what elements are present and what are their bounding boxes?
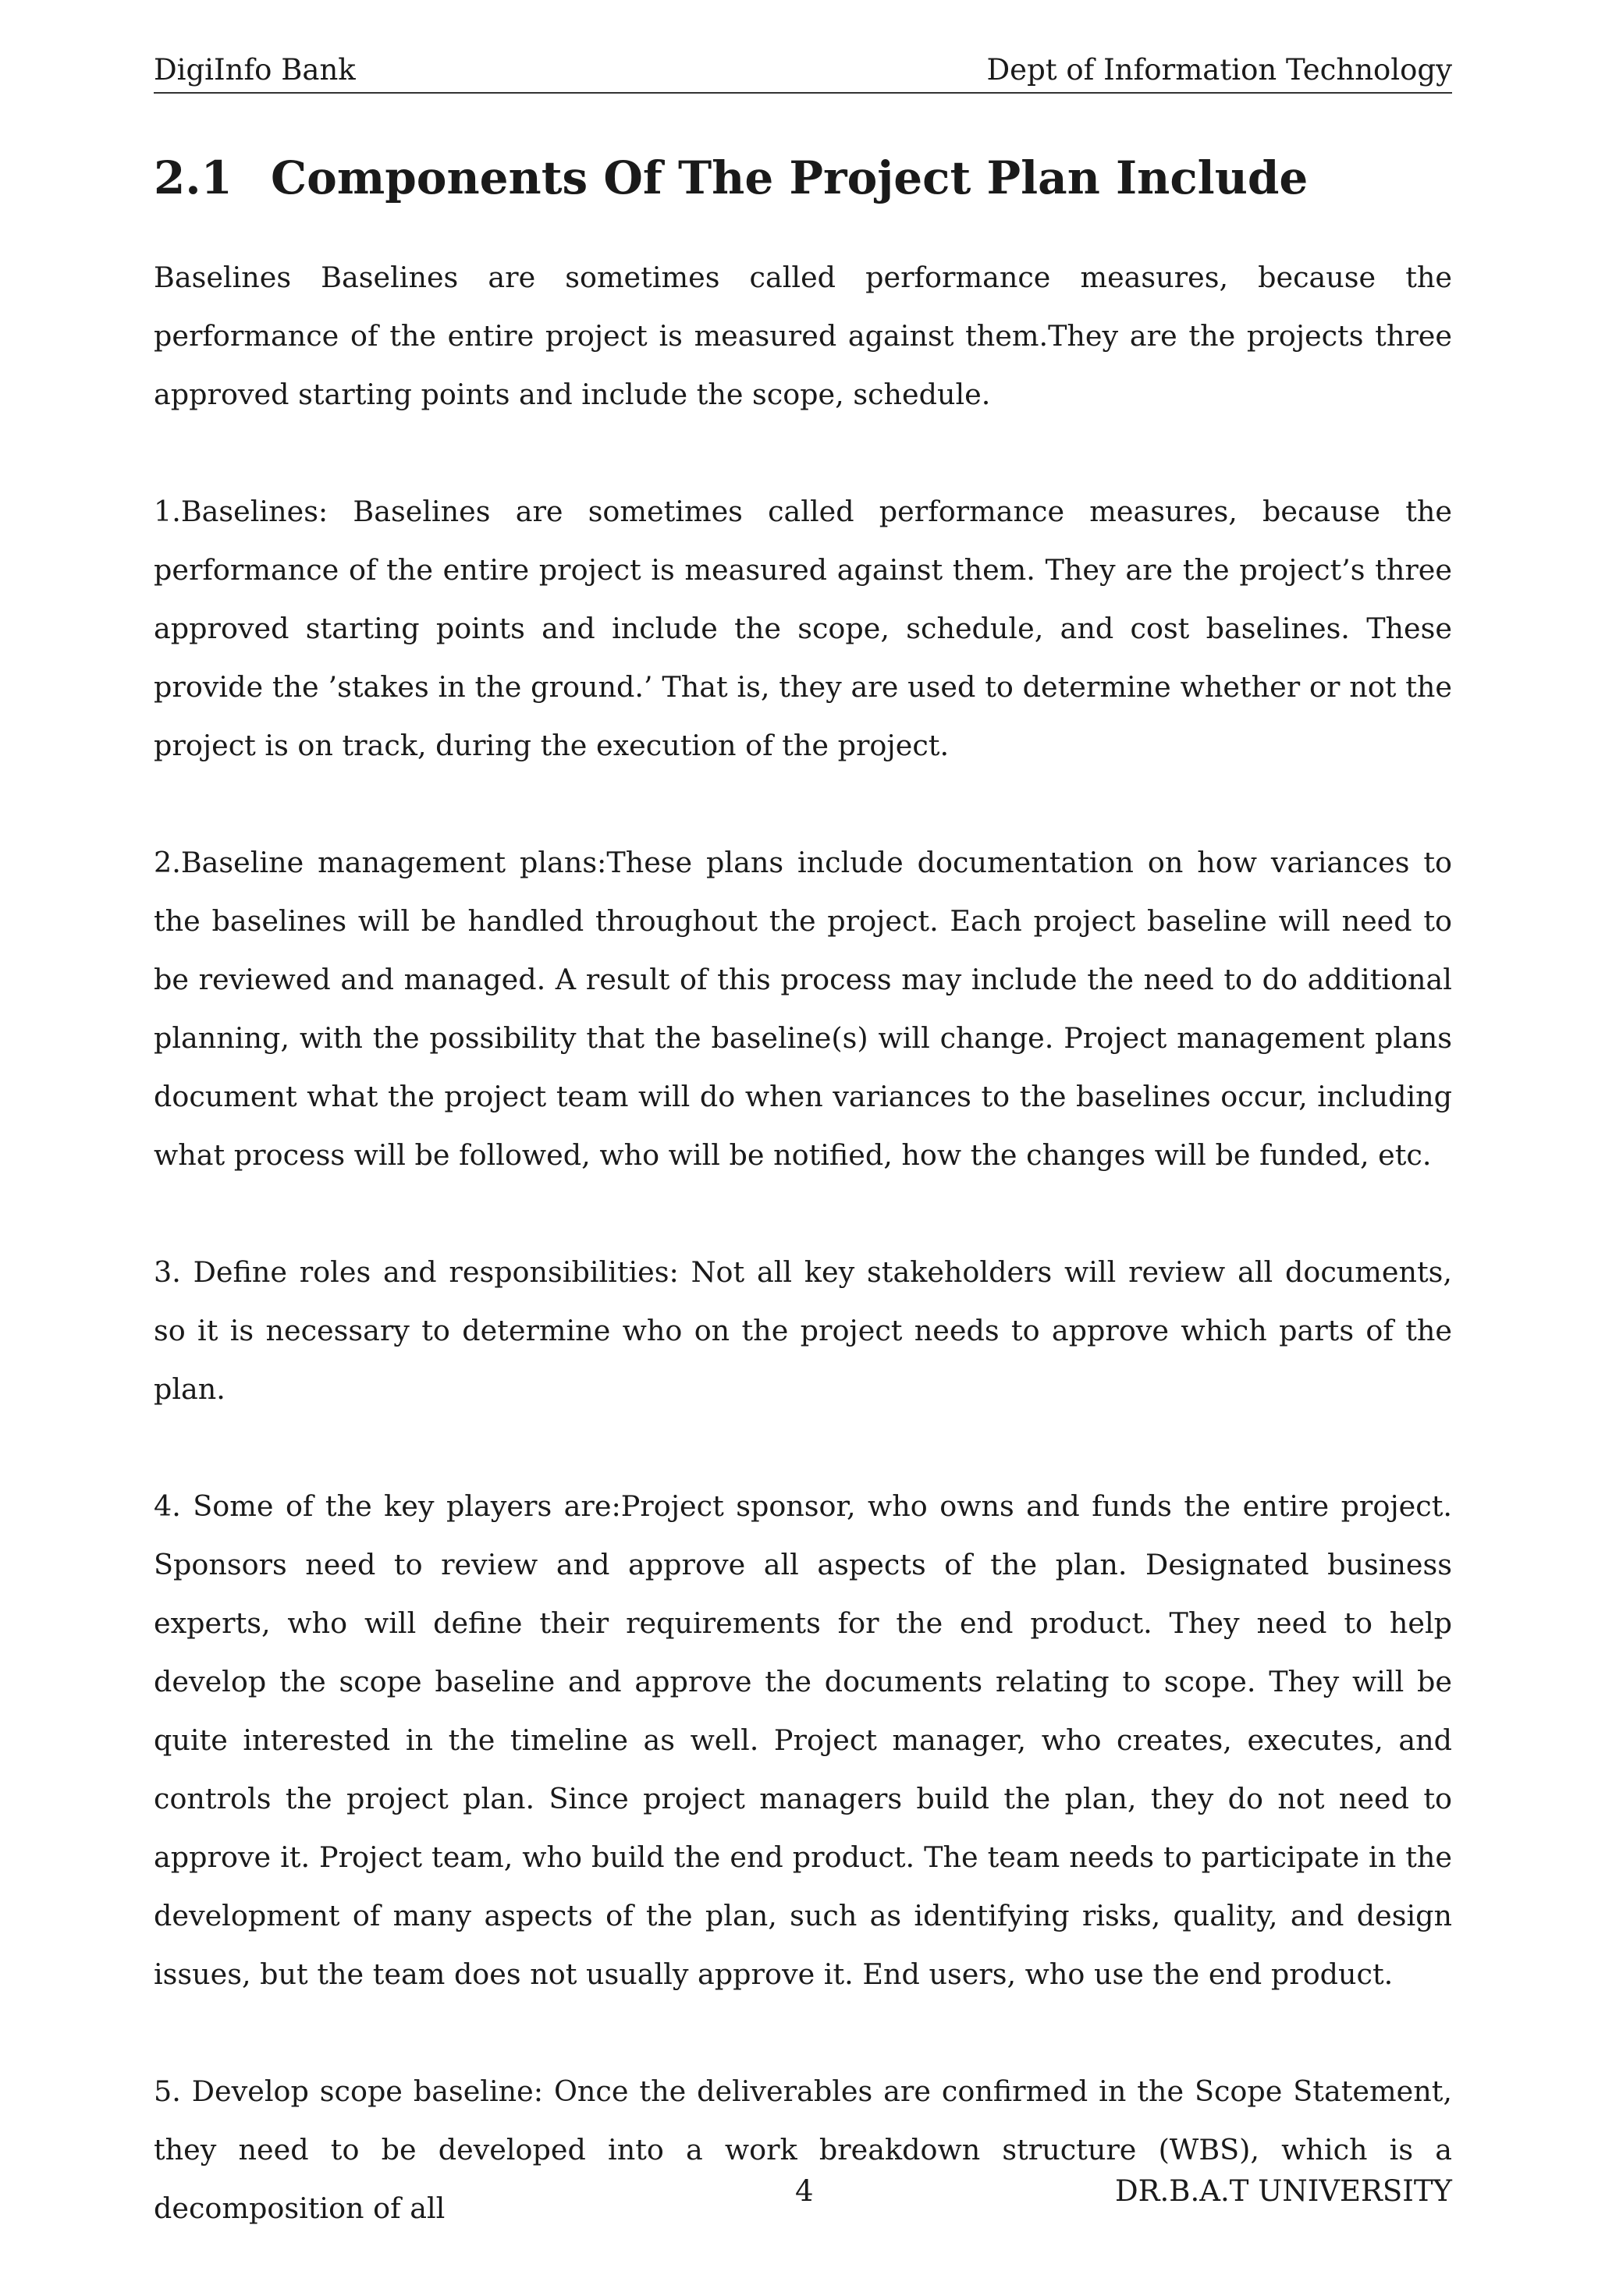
paragraph-roles-responsibilities: 3. Define roles and responsibilities: Not all key stakeholders will review all documents, so it is necessary to determine who on the project needs to approve which parts of the plan. [154, 1255, 1452, 1406]
footer-institution: DR.B.A.T UNIVERSITY [1115, 2174, 1452, 2208]
paragraph-baselines-intro: Baselines Baselines are sometimes called performance measures, because the performance of the entire project is measured against them.They are the projects three approved starting points and include the scope, schedule. [154, 261, 1452, 411]
section-heading [154, 147, 1452, 209]
paragraph-baseline-management-plans: 2.Baseline management plans:These plans include documentation on how variances to the baselines will be handled throughout the project. Each project baseline will need to be reviewed and managed. A result of this process may include the need to do additional planning, with the possibility that the baseline(s) will change. Project management plans document what the project team will do when variances to the baselines occur, including what process will be followed, who will be notified, how the changes will be funded, etc. [154, 846, 1452, 1172]
page-number: 4 [795, 2174, 814, 2208]
header-department: Dept of Information Technology [986, 53, 1452, 87]
running-header [154, 51, 1452, 94]
body-text [154, 248, 1452, 2296]
page-footer [154, 2172, 1452, 2211]
paragraph-key-players: 4. Some of the key players are:Project sponsor, who owns and funds the entire project. Sponsors need to review and approve all aspects of the plan. Designated business experts, who will define their requirements for the end product. They need to help develop the scope baseline and approve the documents relating to scope. They will be quite interested in the timeline as well. Project manager, who creates, executes, and controls the project plan. Since project managers build the plan, they do not need to approve it. Project team, who build the end product. The team needs to participate in the development of many aspects of the plan, such as identifying risks, quality, and design issues, but the team does not usually approve it. End users, who use the end product. [154, 1489, 1452, 1991]
paragraph-scope-baseline: 5. Develop scope baseline: Once the deliverables are confirmed in the Scope Statement, they need to be developed into a work breakdown structure (WBS), which is a decomposition of all [154, 2074, 1452, 2225]
header-organization: DigiInfo Bank [154, 53, 356, 87]
section-number: 2.1 [154, 151, 233, 204]
paragraph-baselines: 1.Baselines: Baselines are sometimes called performance measures, because the performance of the entire project is measured against them. They are the project’s three approved starting points and include the scope, schedule, and cost baselines. These provide the ’stakes in the ground.’ That is, they are used to determine whether or not the project is on track, during the execution of the project. [154, 495, 1452, 762]
section-title: Components Of The Project Plan Include [271, 151, 1309, 204]
